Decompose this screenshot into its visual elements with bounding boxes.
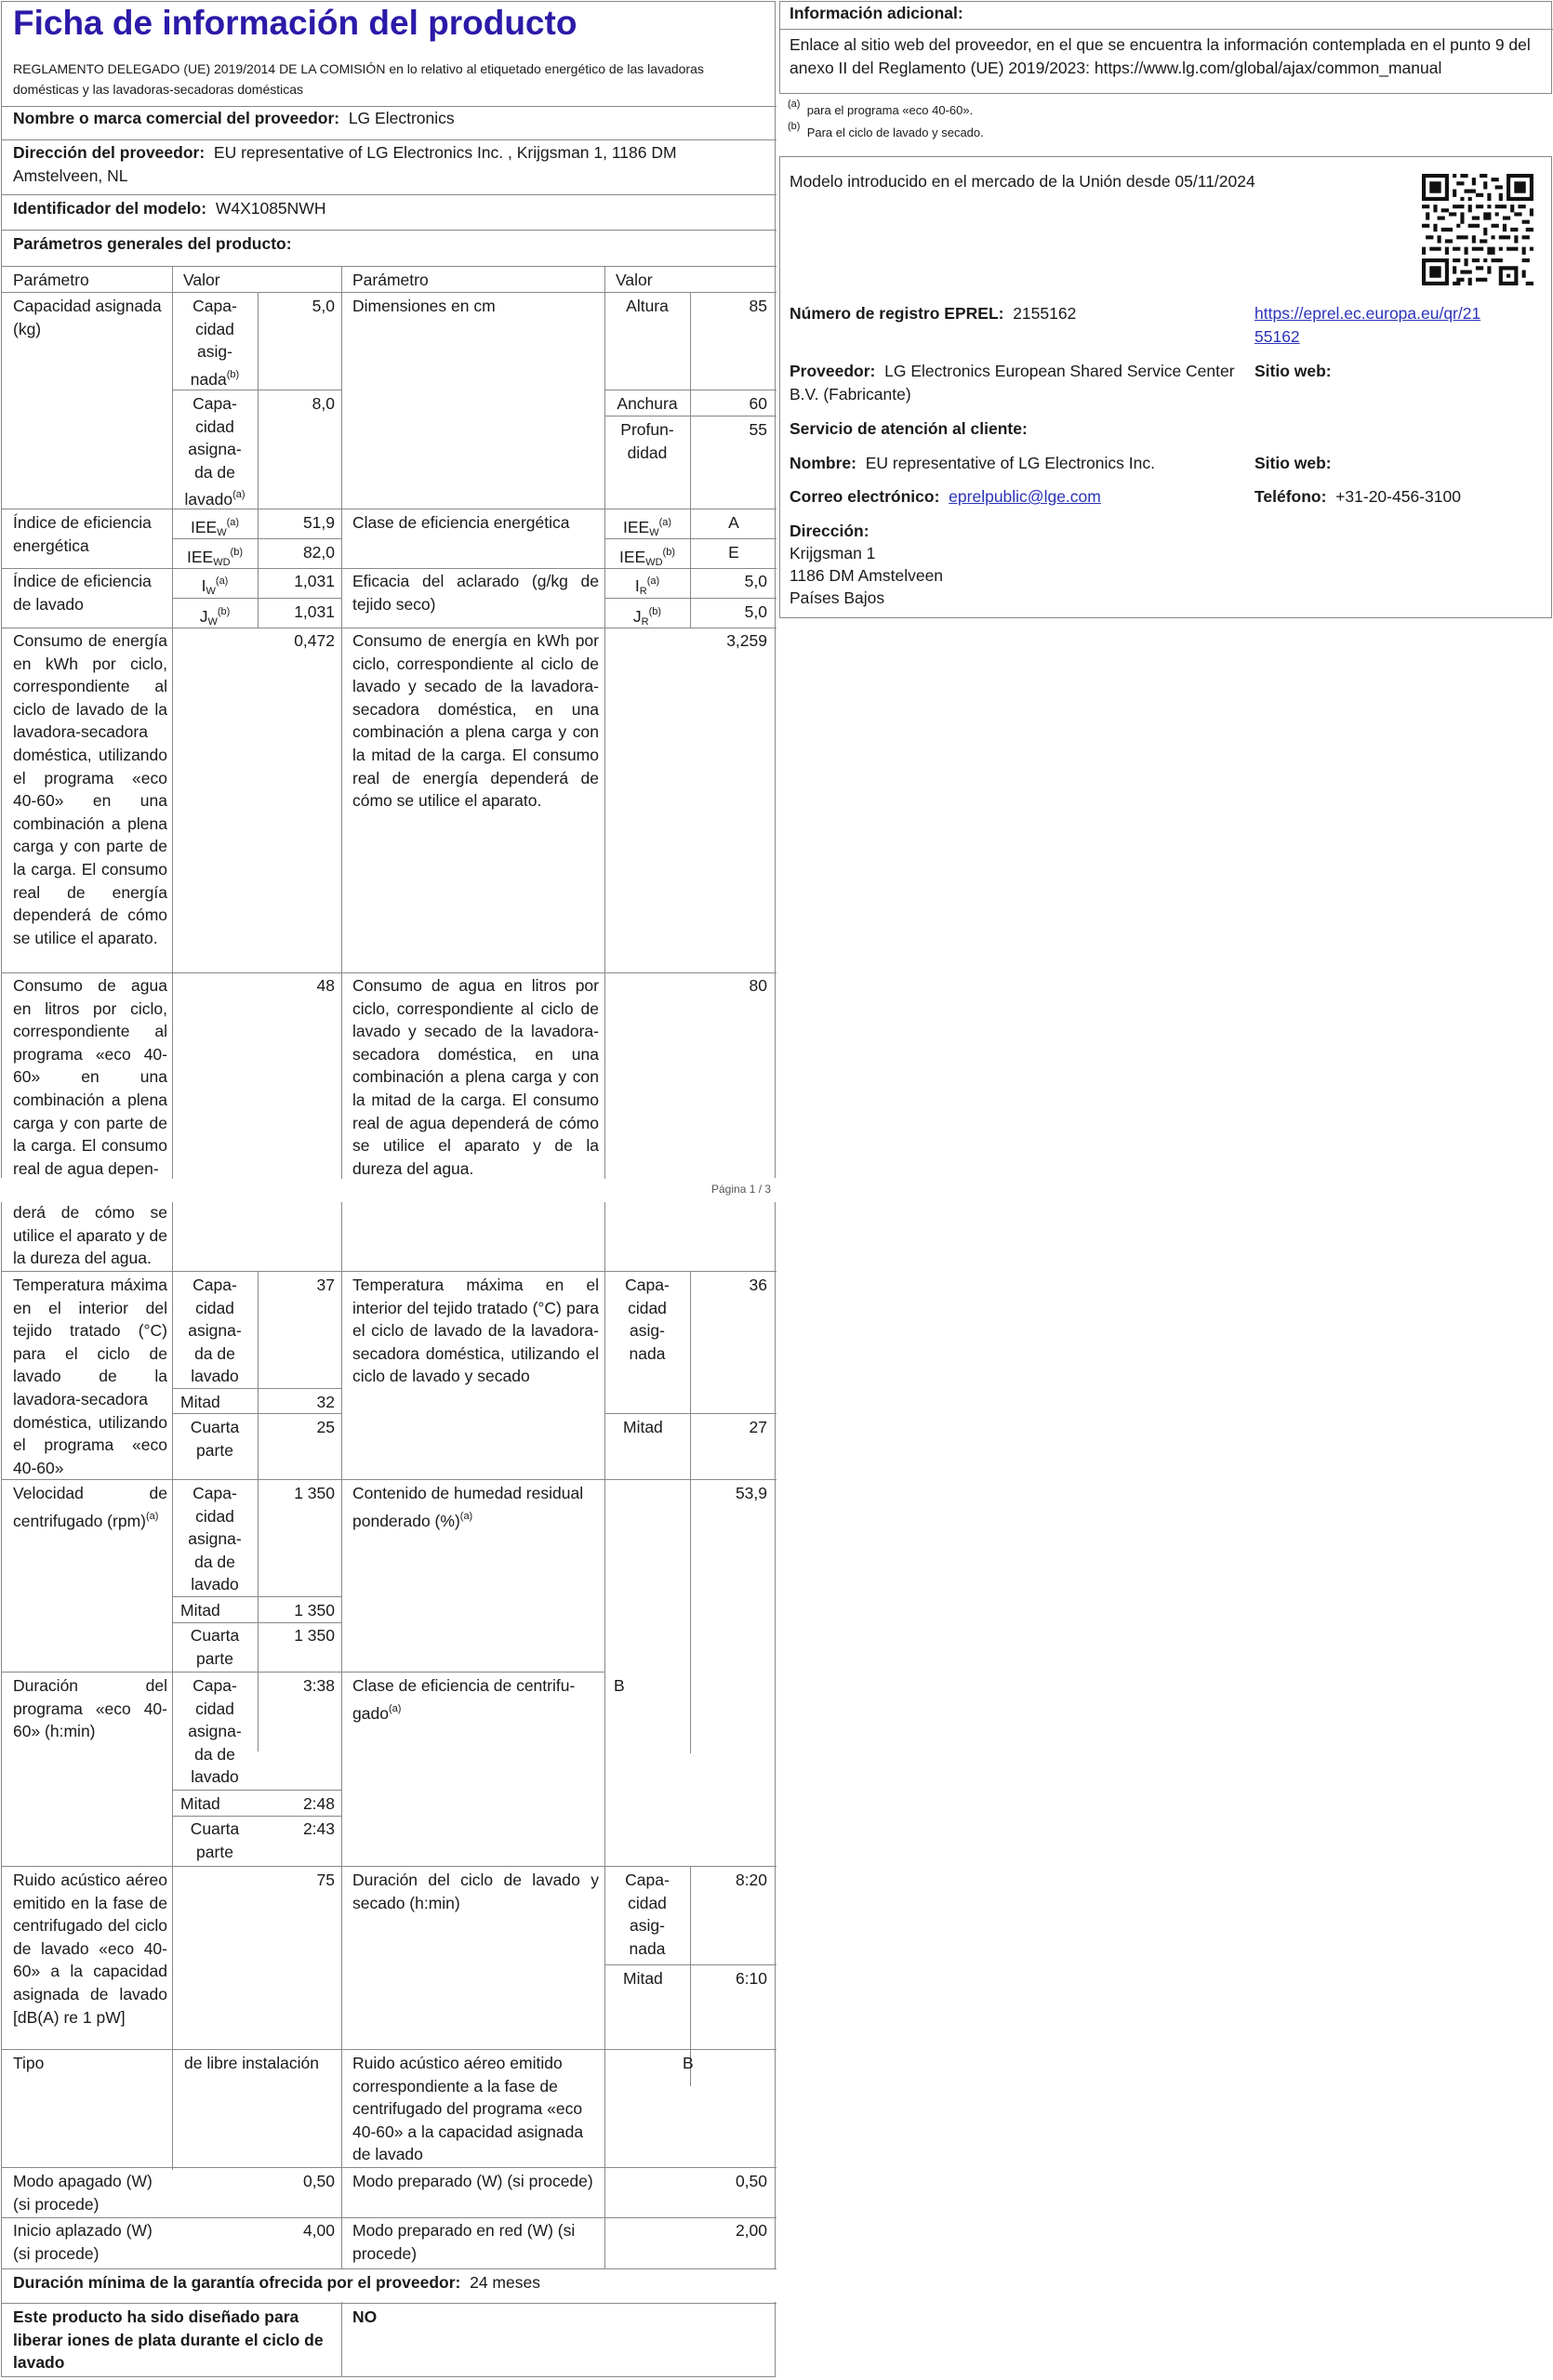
capacity-w-sub: Capa- cidad asigna- da de lavado$^{(a)}$ xyxy=(184,394,246,509)
page-title: Ficha de información del producto xyxy=(13,4,577,42)
wd-duration-half-value: 6:10 xyxy=(735,1969,767,1988)
product-info-table-continued xyxy=(1,1202,776,2377)
network-standby-value: 2,00 xyxy=(735,2221,767,2240)
jw-label: $J_W^{(b)}$ xyxy=(199,606,231,628)
eclass-wd-label: $IEE_{WD}^{(b)}$ xyxy=(619,547,675,568)
eprel-url[interactable]: https://eprel.ec.europa.eu/qr/21 55162 xyxy=(1254,304,1481,346)
noise-label: Ruido acústico aéreo emitido en la fase de centrifugado del ciclo de lavado «eco 40-60» a la capacidad asignada de lavado [dB(A) re 1 pW] xyxy=(13,1871,167,2027)
width-label: Anchura xyxy=(617,394,678,413)
temp-w-label: Temperatura máxima en el interior del tejido tratado (°C) para el ciclo de lavado de la lavadora-secadora doméstica, utilizando el programa «eco 40-60» xyxy=(13,1276,167,1477)
temp-w-full-value: 37 xyxy=(316,1276,335,1294)
eprel-phone-row: Teléfono: +31-20-456-3100 xyxy=(1254,487,1461,506)
customer-service-label: Servicio de atención al cliente: xyxy=(790,419,1028,438)
duration-half-sub: Mitad xyxy=(180,1794,220,1813)
temp-w-half-value: 32 xyxy=(316,1393,335,1411)
ieewd-label: $IEE_{WD}^{(b)}$ xyxy=(187,547,243,568)
jr-value: 5,0 xyxy=(744,602,767,621)
additional-info-text: Enlace al sitio web del proveedor, en el que se encuentra la información contemplada en el punto 9 del anexo II del Reglamento (UE) 2019/2023: https://www.lg.com/global/ajax/common_manual xyxy=(790,35,1531,77)
eclass-w-label: $IEE_W^{(a)}$ xyxy=(622,517,672,538)
iw-value: 1,031 xyxy=(294,572,335,590)
temp-w-full-sub: Capa- cidad asigna- da de lavado xyxy=(188,1276,242,1386)
ieew-value: 51,9 xyxy=(302,513,335,532)
spin-full-sub: Capa- cidad asigna- da de lavado xyxy=(188,1484,242,1594)
standby-label: Modo preparado (W) (si procede) xyxy=(352,2172,593,2190)
wd-duration-full-value: 8:20 xyxy=(735,1871,767,1889)
energy-w-value: 0,472 xyxy=(294,631,335,650)
eprel-website-label: Sitio web: xyxy=(1254,362,1332,380)
capacity-label: Capacidad asignada (kg) xyxy=(13,297,162,338)
energy-wd-value: 3,259 xyxy=(726,631,767,650)
spin-half-value: 1 350 xyxy=(294,1601,335,1620)
footnote-b: $^{(b)}$ Para el ciclo de lavado y secado. xyxy=(788,121,984,139)
energy-class-label: Clase de eficiencia energética xyxy=(352,513,570,532)
noise-class-label: Ruido acústico aéreo emitido correspondiente a la fase de centrifugado del programa «eco 40-60» a la capacidad asignada de lavado xyxy=(352,2054,584,2164)
additional-info-box xyxy=(779,1,1552,94)
product-info-table xyxy=(1,1,776,1178)
spin-label: Velocidad de centrifugado (rpm)$^{(a)}$ xyxy=(13,1484,167,1530)
spin-full-value: 1 350 xyxy=(294,1484,335,1502)
eprel-box xyxy=(779,156,1552,618)
delay-start-value: 4,00 xyxy=(302,2221,335,2240)
moisture-value: 53,9 xyxy=(735,1484,767,1502)
model-row: Identificador del modelo: W4X1085NWH xyxy=(13,199,326,218)
duration-quarter-value: 2:43 xyxy=(302,1819,335,1838)
eclass-wd-value: E xyxy=(728,543,739,562)
temp-w-quarter-sub: Cuarta parte xyxy=(190,1418,240,1460)
wd-duration-half-sub: Mitad xyxy=(623,1969,663,1988)
water-w-label-cont: derá de cómo se utilice el aparato y de la dureza del agua. xyxy=(13,1203,167,1268)
eprel-name-row: Nombre: EU representative of LG Electronics Inc. xyxy=(790,454,1155,472)
ir-label: $I_R^{(a)}$ xyxy=(634,575,660,597)
footnote-a: $^{(a)}$ para el programa «eco 40-60». xyxy=(788,99,974,117)
energy-wd-label: Consumo de energía en kWh por ciclo, correspondiente al ciclo de lavado y secado de la lavadora-secadora doméstica, en una combinación a plena carga y con la mitad de la carga. El consumo real de energía dependerá de cómo se utilice el aparato. xyxy=(352,631,599,811)
temp-wd-half-sub: Mitad xyxy=(623,1418,663,1436)
spin-half-sub: Mitad xyxy=(180,1601,220,1620)
wd-duration-label: Duración del ciclo de lavado y secado (h:min) xyxy=(352,1871,599,1912)
eclass-w-value: A xyxy=(728,513,739,532)
dimensions-label: Dimensiones en cm xyxy=(352,297,496,315)
jw-value: 1,031 xyxy=(294,602,335,621)
height-label: Altura xyxy=(626,297,669,315)
silver-ions-label: Este producto ha sido diseñado para liberar iones de plata durante el ciclo de lavado xyxy=(13,2307,324,2373)
warranty-row: Duración mínima de la garantía ofrecida por el proveedor: 24 meses xyxy=(13,2273,540,2292)
moisture-label: Contenido de humedad residual ponderado (%)$^{(a)}$ xyxy=(352,1484,584,1530)
eprel-supplier-row: Proveedor: LG Electronics European Shared Service Center B.V. (Fabricante) xyxy=(790,362,1235,403)
water-w-value: 48 xyxy=(316,976,335,995)
temp-wd-label: Temperatura máxima en el interior del tejido tratado (°C) para el ciclo de lavado de la lavadora-secadora doméstica, utilizando el ciclo de lavado y secado xyxy=(352,1276,599,1386)
capacity-w-value: 8,0 xyxy=(312,394,335,413)
eprel-reg-row: Número de registro EPREL: 2155162 xyxy=(790,304,1077,323)
eprel-address-line1: Krijgsman 1 xyxy=(790,544,876,562)
rinse-label: Eficacia del aclarado (g/kg de tejido seco) xyxy=(352,572,599,614)
iw-label: $I_W^{(a)}$ xyxy=(201,575,229,597)
ieewd-value: 82,0 xyxy=(302,543,335,562)
supplier-address-row: Dirección del proveedor: EU representative of LG Electronics Inc. , Krijgsman 1, 1186 DM Amstelveen, NL xyxy=(13,143,677,185)
col-header-value-2: Valor xyxy=(616,271,653,289)
eprel-address-label: Dirección: xyxy=(790,522,869,540)
type-value: de libre instalación xyxy=(184,2054,319,2072)
regulation-text: REGLAMENTO DELEGADO (UE) 2019/2014 DE LA COMISIÓN en lo relativo al etiquetado energético de las lavadoras domésticas y las lavadoras-secadoras domésticas xyxy=(13,61,704,97)
col-header-param-2: Parámetro xyxy=(352,271,429,289)
ir-value: 5,0 xyxy=(744,572,767,590)
width-value: 60 xyxy=(749,394,767,413)
type-label: Tipo xyxy=(13,2054,45,2072)
duration-full-sub: Capa- cidad asigna- da de lavado xyxy=(188,1676,242,1787)
temp-wd-half-value: 27 xyxy=(749,1418,767,1436)
water-wd-label: Consumo de agua en litros por ciclo, correspondiente al ciclo de lavado y secado de la lavadora-secadora doméstica, en una combinación a plena carga y con la mitad de la carga. El consumo real de agua dependerá de cómo se utilice el aparato y de la dureza del agua. xyxy=(352,976,599,1178)
col-header-value-1: Valor xyxy=(183,271,220,289)
spin-class-value: B xyxy=(614,1676,625,1695)
depth-label: Profun- didad xyxy=(620,420,674,462)
eprel-address-line2: 1186 DM Amstelveen xyxy=(790,566,944,585)
off-mode-label: Modo apagado (W) (si procede) xyxy=(13,2172,153,2214)
off-mode-value: 0,50 xyxy=(302,2172,335,2190)
spin-class-label: Clase de eficiencia de centrifu- gado$^{(a)}$ xyxy=(352,1676,576,1723)
network-standby-label: Modo preparado en red (W) (si procede) xyxy=(352,2221,576,2263)
page-number: Página 1 / 3 xyxy=(711,1183,772,1196)
jr-label: $J_R^{(b)}$ xyxy=(632,606,662,628)
standby-value: 0,50 xyxy=(735,2172,767,2190)
duration-label: Duración del programa «eco 40-60» (h:min) xyxy=(13,1676,167,1741)
eprel-website2-label: Sitio web: xyxy=(1254,454,1332,472)
wd-duration-full-sub: Capa- cidad asig- nada xyxy=(625,1871,670,1958)
depth-value: 55 xyxy=(749,420,767,439)
silver-ions-value: NO xyxy=(352,2307,378,2326)
temp-w-quarter-value: 25 xyxy=(316,1418,335,1436)
capacity-wd-value: 5,0 xyxy=(312,297,335,315)
temp-w-half-sub: Mitad xyxy=(180,1393,220,1411)
qr-code-icon[interactable] xyxy=(1422,174,1533,285)
col-header-param-1: Parámetro xyxy=(13,271,89,289)
wash-index-label: Índice de eficiencia de lavado xyxy=(13,572,152,614)
market-date: Modelo introducido en el mercado de la Unión desde 05/11/2024 xyxy=(790,172,1255,191)
energy-w-label: Consumo de energía en kWh por ciclo, correspondiente al ciclo de lavado de la lavadora-secadora doméstica, utilizando el programa «eco 40-60» en una combinación a plena carga y con parte de la carga. El consumo real de energía dependerá de cómo se utilice el aparato. xyxy=(13,631,167,947)
ieew-label: $IEE_W^{(a)}$ xyxy=(190,517,240,538)
capacity-wd-sub: Capa- cidad asig- nada$^{(b)}$ xyxy=(190,297,240,389)
height-value: 85 xyxy=(749,297,767,315)
additional-info-label: Información adicional: xyxy=(790,4,963,22)
temp-wd-full-value: 36 xyxy=(749,1276,767,1294)
water-wd-value: 80 xyxy=(749,976,767,995)
water-w-label: Consumo de agua en litros por ciclo, correspondiente al programa «eco 40-60» en una combinación a plena carga y con parte de la carga. El consumo real de agua depen- xyxy=(13,976,167,1178)
email-link[interactable]: eprelpublic@lge.com xyxy=(949,487,1101,506)
duration-quarter-sub: Cuarta parte xyxy=(190,1819,240,1861)
eei-label: Índice de eficiencia energética xyxy=(13,513,152,555)
general-params-label: Parámetros generales del producto: xyxy=(13,234,292,253)
spin-quarter-sub: Cuarta parte xyxy=(190,1626,240,1668)
supplier-name-row: Nombre o marca comercial del proveedor: LG Electronics xyxy=(13,109,455,127)
spin-quarter-value: 1 350 xyxy=(294,1626,335,1645)
eprel-address-line3: Países Bajos xyxy=(790,588,885,607)
duration-full-value: 3:38 xyxy=(302,1676,335,1695)
temp-wd-full-sub: Capa- cidad asig- nada xyxy=(625,1276,670,1363)
noise-value: 75 xyxy=(316,1871,335,1889)
noise-class-value: B xyxy=(683,2054,694,2072)
delay-start-label: Inicio aplazado (W) (si procede) xyxy=(13,2221,153,2263)
eprel-email-row: Correo electrónico: eprelpublic@lge.com xyxy=(790,487,1101,506)
duration-half-value: 2:48 xyxy=(302,1794,335,1813)
